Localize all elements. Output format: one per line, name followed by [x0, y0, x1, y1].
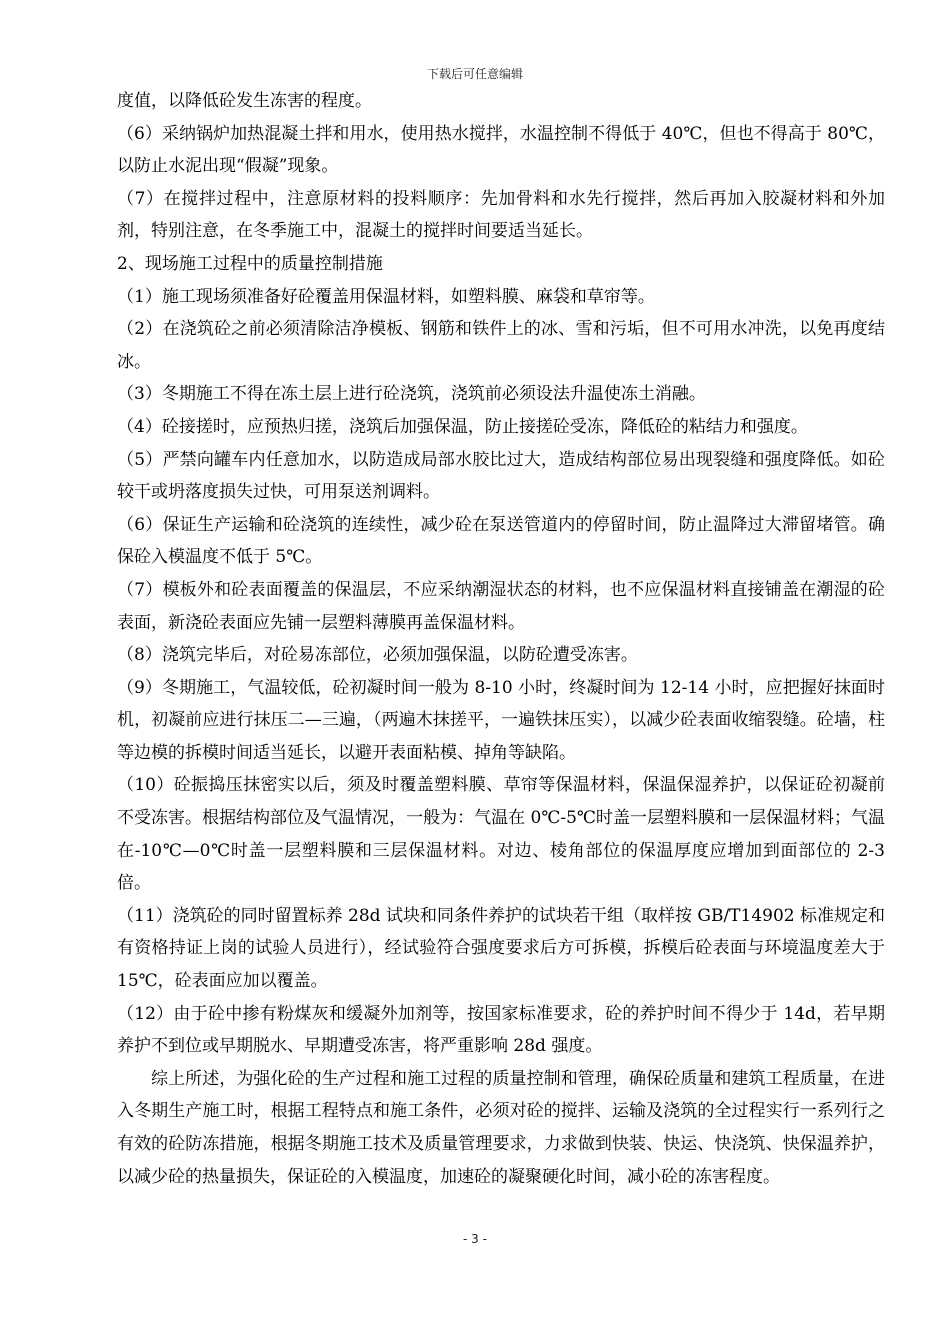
paragraph-site-item-3: （3）冬期施工不得在冻土层上进行砼浇筑，浇筑前必须设法升温使冻土消融。: [117, 384, 706, 405]
paragraph-item-7-mixing-order: （7）在搅拌过程中，注意原材料的投料顺序：先加骨料和水先行搅拌，然后再加入胶凝材料和外加剂，特别注意，在冬季施工中，混凝土的搅拌时间要适当延长。: [117, 188, 885, 242]
paragraph-continuation: 度值，以降低砼发生冻害的程度。: [117, 91, 372, 111]
paragraph-site-item-5: （5）严禁向罐车内任意加水，以防造成局部水胶比过大，造成结构部位易出现裂缝和强度降低。如砼较干或坍落度损失过快，可用泵送剂调料。: [117, 449, 885, 503]
paragraph-summary: 综上所述，为强化砼的生产过程和施工过程的质量控制和管理，确保砼质量和建筑工程质量，在进入冬期生产施工时，根据工程特点和施工条件，必须对砼的搅拌、运输及浇筑的全过程实行一系列行之有效的砼防冻措施，根据冬期施工技术及质量管理要求，力求做到快装、快运、快浇筑、快保温养护，以减少砼的热量损失，保证砼的入模温度，加速砼的凝聚硬化时间，减小砼的冻害程度。: [117, 1068, 885, 1187]
paragraph-site-item-2: （2）在浇筑砼之前必须清除洁净模板、钢筋和铁件上的冰、雪和污垢，但不可用水冲洗，以免再度结冰。: [117, 319, 885, 372]
paragraph-site-item-11: （11）浇筑砼的同时留置标养 28d 试块和同条件养护的试块若干组（取样按 GB/T14902 标准规定和有资格持证上岗的试验人员进行），经试验符合强度要求后方可拆模，拆模后砼表面与环境温度差大于 15℃，砼表面应加以覆盖。: [117, 905, 885, 992]
page-number: - 3 -: [463, 1232, 487, 1246]
document-body: [117, 85, 885, 1193]
paragraph-site-item-9: （9）冬期施工，气温较低，砼初凝时间一般为 8-10 小时，终凝时间为 12-14 小时，应把握好抹面时机，初凝前应进行抹压二—三遍，（两遍木抹搓平，一遍铁抹压实），以减少砼表面收缩裂缝。砼墙，柱等边模的拆模时间适当延长，以避开表面粘模、掉角等缺陷。: [117, 677, 885, 763]
paragraph-site-item-8: （8）浇筑完毕后，对砼易冻部位，必须加强保温，以防砼遭受冻害。: [117, 645, 638, 666]
paragraph-site-item-10: （10）砼振捣压抹密实以后，须及时覆盖塑料膜、草帘等保温材料，保温保湿养护，以保证砼初凝前不受冻害。根据结构部位及气温情况，一般为：气温在 0℃-5℃时盖一层塑料膜和一层保温材料；气温在-10℃—0℃时盖一层塑料膜和三层保温材料。对边、棱角部位的保温厚度应增加到面部位的 2-3 倍。: [117, 775, 885, 894]
page-header: 下载后可任意编辑: [426, 67, 523, 81]
paragraph-site-item-6: （6）保证生产运输和砼浇筑的连续性，减少砼在泵送管道内的停留时间，防止温降过大滞留堵管。确保砼入模温度不低于 5℃。: [117, 514, 885, 568]
paragraph-item-6-water-heating: （6）采纳锅炉加热混凝土拌和用水，使用热水搅拌，水温控制不得低于 40℃，但也不得高于 80℃，以防止水泥出现“假凝”现象。: [117, 123, 885, 177]
paragraph-site-item-7: （7）模板外和砼表面覆盖的保温层，不应采纳潮湿状态的材料，也不应保温材料直接铺盖在潮湿的砼表面，新浇砼表面应先铺一层塑料薄膜再盖保温材料。: [117, 579, 885, 633]
paragraph-site-item-4: （4）砼接搓时，应预热归搓，浇筑后加强保温，防止接搓砼受冻，降低砼的粘结力和强度。: [117, 416, 808, 437]
paragraph-site-item-1: （1）施工现场须准备好砼覆盖用保温材料，如塑料膜、麻袋和草帘等。: [117, 286, 655, 307]
paragraph-site-item-12: （12）由于砼中掺有粉煤灰和缓凝外加剂等，按国家标准要求，砼的养护时间不得少于 14d，若早期养护不到位或早期脱水、早期遭受冻害，将严重影响 28d 强度。: [117, 1003, 885, 1057]
section-heading-site-quality-control: 2、现场施工过程中的质量控制措施: [117, 253, 383, 274]
